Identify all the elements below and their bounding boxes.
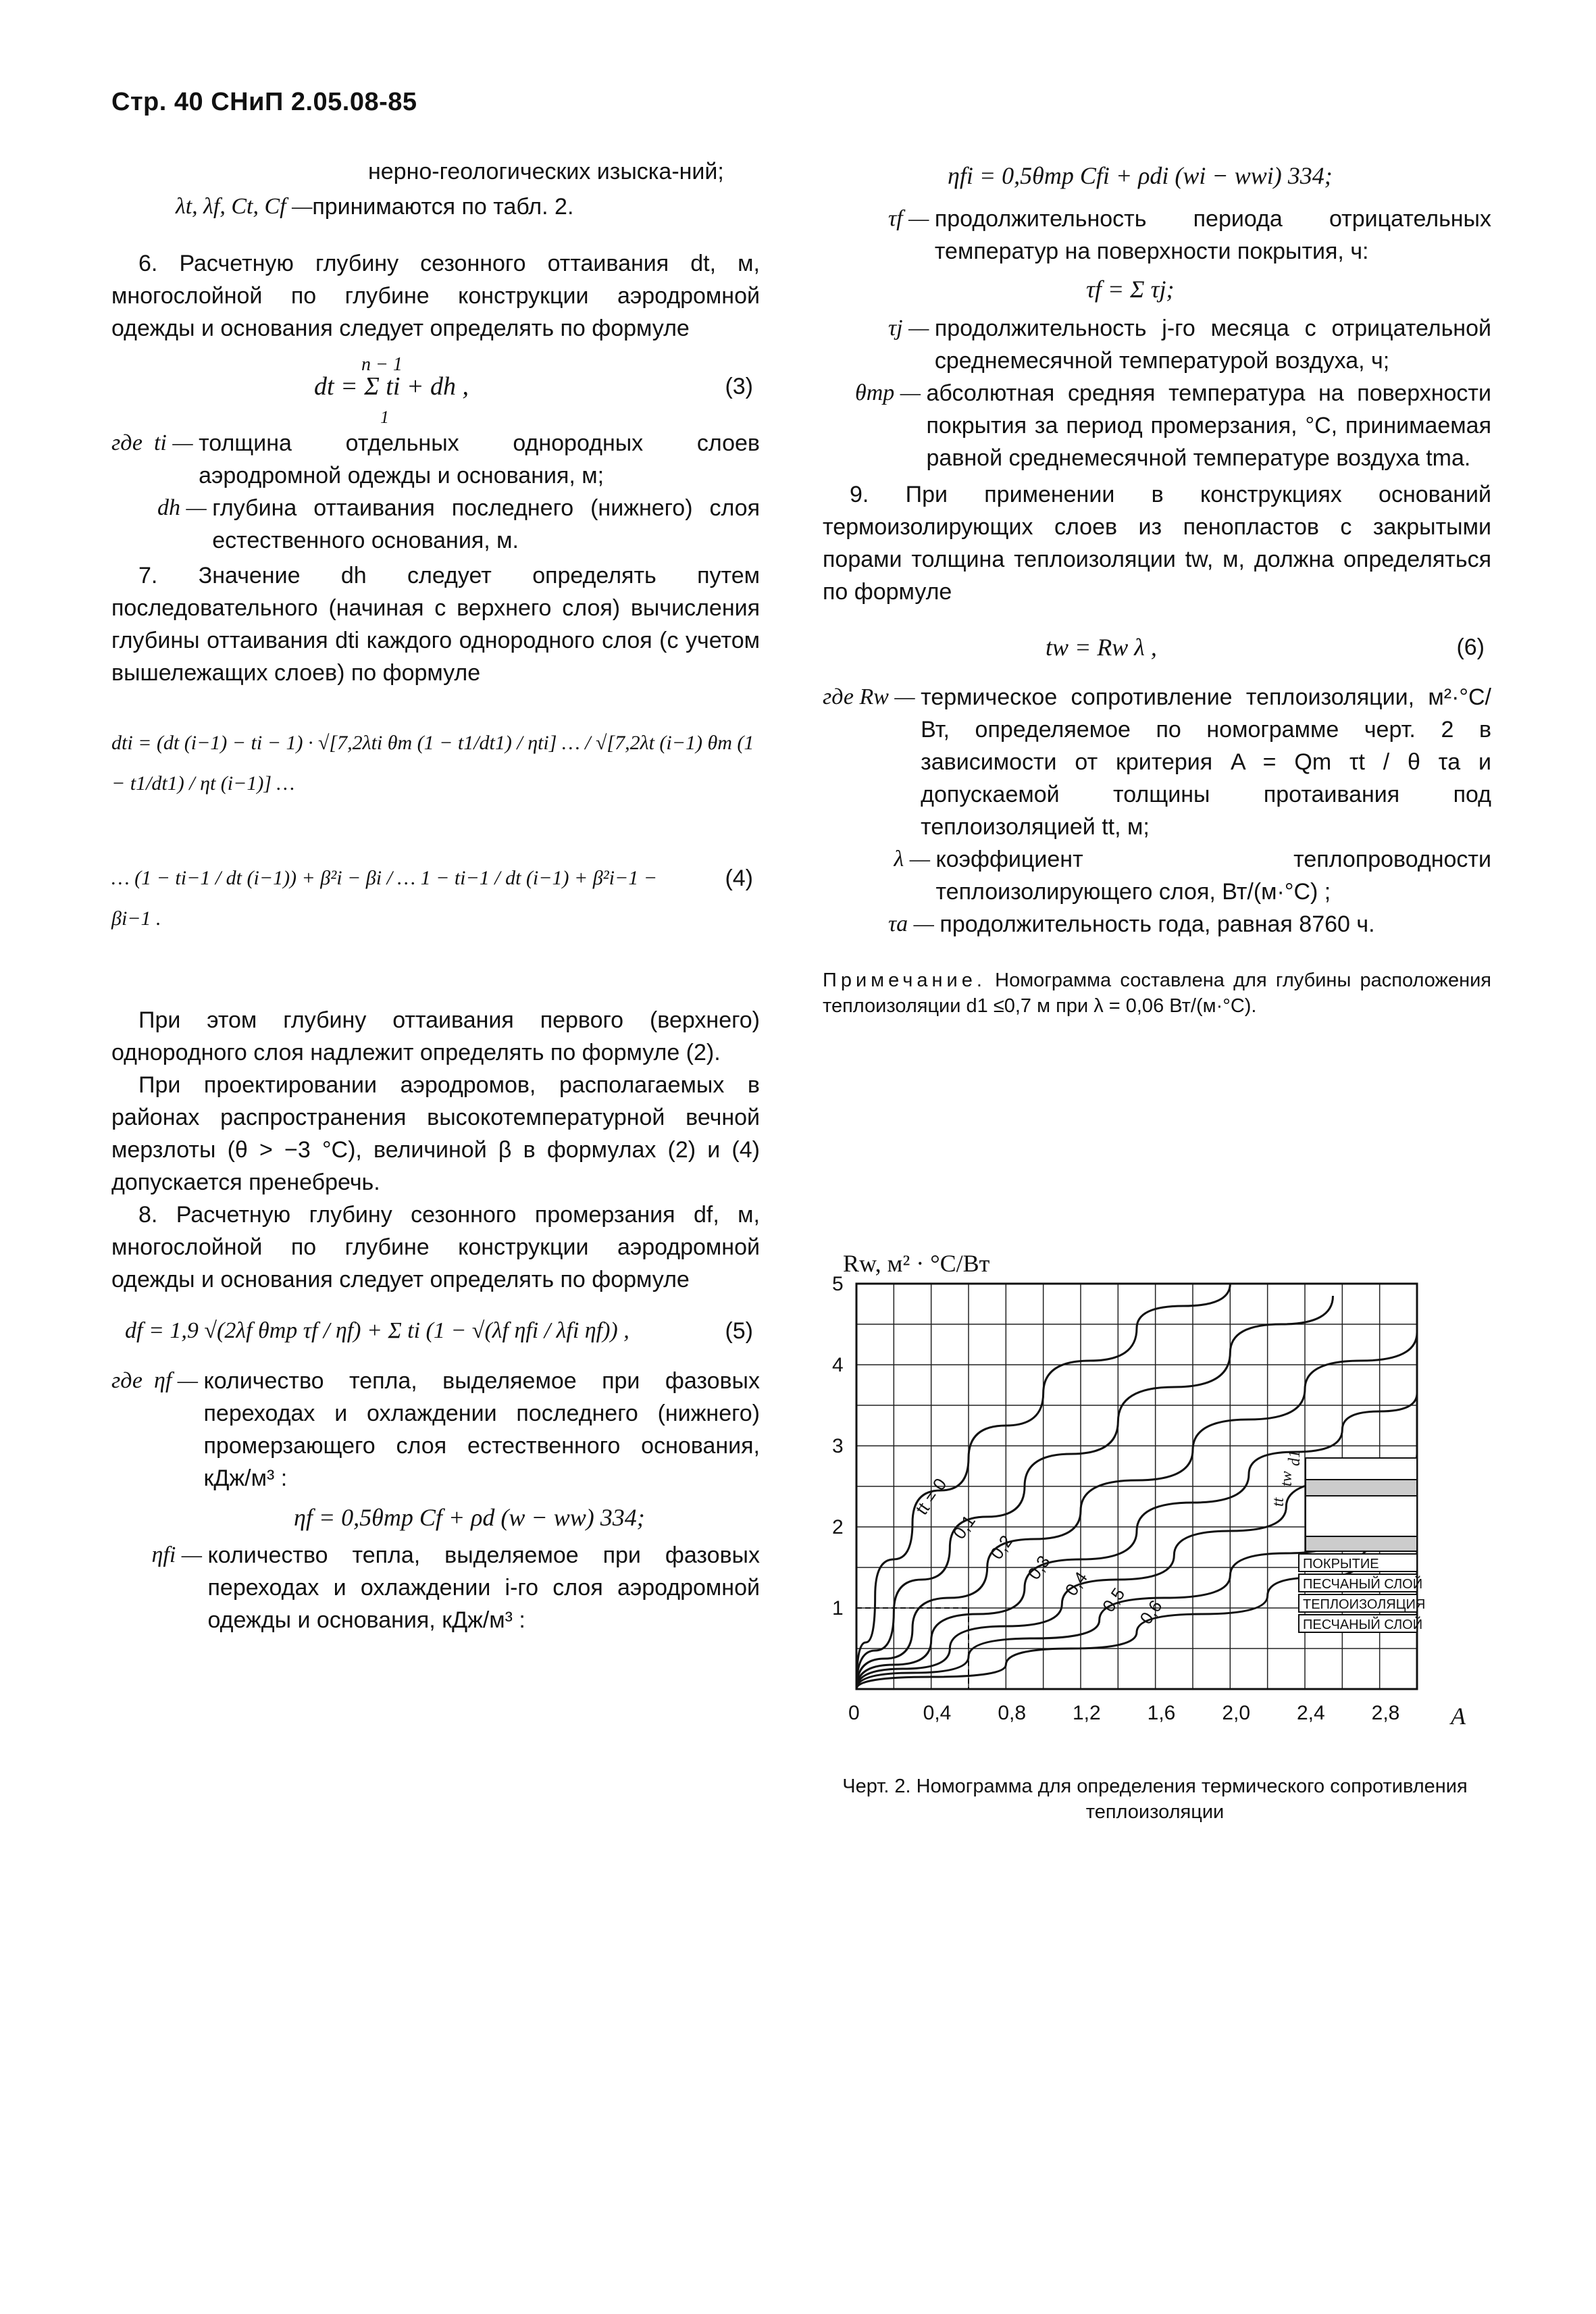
x-tick-label: 2,0: [1222, 1702, 1251, 1724]
definition-tau-a: [823, 908, 1491, 940]
definition-theta-mp: [823, 377, 1491, 474]
definition-symbol: ηfi —: [111, 1542, 208, 1567]
formula-number: (3): [725, 374, 753, 399]
series-label: 0,5: [1098, 1584, 1129, 1616]
x-tick-label: 0,8: [998, 1702, 1027, 1724]
x-axis-label: A: [1451, 1703, 1466, 1730]
sum-upper-limit: n − 1: [361, 354, 403, 375]
left-column: [111, 155, 760, 1636]
inset-pavement-block: [1306, 1458, 1417, 1480]
definition-text: количество тепла, выделяемое при фазовых переходах и охлаждении последнего (нижнего) промерзающего слоя естественного основания, кДж/м³ :: [203, 1368, 760, 1491]
inset-legend-label: ПОКРЫТИЕ: [1303, 1557, 1379, 1571]
definition-text: толщина отдельных однородных слоев аэродромной одежды и основания, м;: [199, 430, 760, 488]
definition-symbol: где ti —: [111, 430, 199, 455]
nomogram-chart: [823, 1236, 1471, 1736]
y-axis-label: Rw, м² · °С/Вт: [843, 1250, 990, 1277]
series-label: 0,2: [986, 1531, 1017, 1563]
note-label: Примечание.: [823, 970, 986, 991]
x-tick-label: 0: [848, 1702, 860, 1724]
series-label: tt = 0: [911, 1474, 951, 1519]
definition-eta-fi: [111, 1539, 760, 1636]
inset-sand-block: [1306, 1496, 1417, 1536]
formula-4-line-1: dti = (dt (i−1) − ti − 1) · √[7,2λti θm (1 − t1/dt1) / ηti] … / √[7,2λt (i−1) θm (1 − t1/dt1) / ηt (i−1)] …: [111, 732, 754, 795]
figure-caption: Черт. 2. Номограмма для определения термического сопротивления теплоизоляции: [842, 1776, 1468, 1823]
definition-eta-f: [111, 1365, 760, 1494]
paragraph-permafrost: При проектировании аэродромов, располагаемых в районах распространения высокотемпературной вечной мерзлоты (θ > −3 °С), величиной β в формулах (2) и (4) допускается пренебречь.: [111, 1072, 760, 1195]
formula-6: [823, 612, 1491, 677]
formula-eta-fi: [823, 159, 1491, 199]
x-tick-label: 0,4: [923, 1702, 952, 1724]
formula-tau-f-body: τf = Σ τj;: [1086, 276, 1175, 303]
x-tick-label: 1,2: [1073, 1702, 1101, 1724]
inset-legend-label: ПЕСЧАНЫЙ СЛОЙ: [1303, 1617, 1423, 1632]
formula-tau-f: [823, 272, 1491, 308]
formula-6-body: tw = Rw λ ,: [1046, 634, 1157, 661]
series-label: 0,1: [948, 1511, 979, 1543]
layer-inset-diagram: [1270, 1450, 1425, 1632]
x-tick-label: 2,4: [1297, 1702, 1325, 1724]
definition-text: термическое сопротивление теплоизоляции, м²·°С/Вт, определяемое по номограмме черт. 2 в зависимости от критерия A = Qm τt / θ τa и допускаемой толщины протаивания под теплоизоляцией tt, м;: [921, 684, 1491, 840]
series-label: 0,3: [1023, 1551, 1054, 1584]
definition-dh: [111, 492, 760, 557]
paragraph-first-layer: При этом глубину оттаивания первого (верхнего) однородного слоя надлежит определять по формуле (2).: [111, 1007, 760, 1065]
paragraph-continuation: нерно-геологических изыска-ний;: [368, 159, 724, 184]
definition-text: продолжительность j-го месяца с отрицательной среднемесячной температурой воздуха, ч;: [934, 316, 1491, 374]
definition-text: коэффициент теплопроводности теплоизолирующего слоя, Вт/(м·°С) ;: [935, 847, 1491, 905]
inset-legend-label: ПЕСЧАНЫЙ СЛОЙ: [1303, 1577, 1423, 1592]
formula-4-line-2: … (1 − ti−1 / dt (i−1)) + β²i − βi / … 1 − ti−1 / dt (i−1) + β²i−1 − βi−1 .: [111, 867, 657, 930]
definition-symbol: λ —: [877, 847, 936, 872]
inset-dimension-label: d1: [1286, 1450, 1304, 1466]
inset-hatched-layer: [1306, 1480, 1417, 1496]
formula-eta-fi-body: ηfi = 0,5θmp Cfi + ρdi (wi − wwi) 334;: [948, 162, 1333, 189]
y-tick-label: 1: [832, 1597, 844, 1619]
formula-eta-f: [111, 1499, 760, 1535]
y-tick-label: 4: [832, 1354, 844, 1376]
definition-ti: [111, 427, 760, 492]
formula-number: (4): [725, 865, 753, 891]
definition-text: принимаются по табл. 2.: [312, 194, 574, 220]
definition-symbol: dh —: [111, 495, 213, 520]
right-column: [823, 155, 1491, 1019]
sum-lower-limit: 1: [380, 407, 389, 427]
formula-5: [111, 1300, 760, 1361]
formula-number: (6): [1456, 634, 1485, 660]
y-tick-label: 2: [832, 1516, 844, 1538]
definition-symbol: τj —: [877, 316, 935, 341]
page-header: Стр. 40 СНиП 2.05.08-85: [111, 88, 417, 116]
definition-text: абсолютная средняя температура на поверхности покрытия за период промерзания, °С, принимаемая равной среднемесячной температуре воздуха tma.: [926, 380, 1491, 471]
definition-text: продолжительность периода отрицательных температур на поверхности покрытия, ч:: [934, 206, 1491, 264]
paragraph-7: 7. Значение dh следует определять путем последовательного (начиная с верхнего слоя) вычисления глубины оттаивания dti каждого однородного слоя (с учетом вышележащих слоев) по формуле: [111, 563, 760, 686]
definition-symbol: λt, λf, Ct, Cf —: [176, 194, 313, 219]
definition-text: продолжительность года, равная 8760 ч.: [939, 911, 1375, 937]
definition-tau-f: [823, 203, 1491, 268]
paragraph-8: 8. Расчетную глубину сезонного промерзания df, м, многослойной по глубине конструкции аэродромной одежды и основания следует определять по формуле: [111, 1202, 760, 1292]
formula-5-body: df = 1,9 √(2λf θmp τf / ηf) + Σ ti (1 − √(λf ηfi / λfi ηf)) ,: [125, 1318, 629, 1343]
formula-eta-f-body: ηf = 0,5θmp Cf + ρd (w − ww) 334;: [294, 1504, 645, 1531]
note-text: Номограмма составлена для глубины расположения теплоизоляции d1 ≤0,7 м при λ = 0,06 Вт/(м·°С).: [823, 970, 1491, 1017]
y-tick-label: 3: [832, 1435, 844, 1457]
definition-lambda: [111, 191, 760, 223]
definition-symbol: где ηf —: [111, 1368, 204, 1393]
definition-tau-j: [823, 312, 1491, 377]
paragraph-6: 6. Расчетную глубину сезонного оттаивания dt, м, многослойной по глубине конструкции аэродромной одежды и основания следует определять по формуле: [111, 251, 760, 341]
series-label: 0,6: [1135, 1596, 1166, 1628]
definition-symbol: τf —: [877, 206, 935, 231]
definition-symbol: θmp —: [855, 380, 927, 405]
y-tick-label: 5: [832, 1273, 844, 1295]
definition-lambda-insulation: [823, 843, 1491, 908]
note: [823, 967, 1491, 1019]
inset-dimension-label: tt: [1270, 1497, 1287, 1507]
formula-4: [111, 696, 760, 980]
definition-rw: [823, 681, 1491, 843]
inset-insulation-block: [1306, 1536, 1417, 1551]
paragraph-9: 9. При применении в конструкциях оснований термоизолирующих слоев из пенопластов с закрытыми порами толщина теплоизоляции tw, м, должна определяться по формуле: [823, 482, 1491, 605]
formula-number: (5): [725, 1318, 753, 1344]
formula-3: [111, 349, 760, 427]
formula-3-body: dt = Σ ti + dh ,: [314, 372, 469, 401]
definition-text: количество тепла, выделяемое при фазовых переходах и охлаждении i-го слоя аэродромной одежды и основания, кДж/м³ :: [207, 1542, 760, 1633]
definition-symbol: где Rw —: [823, 684, 921, 709]
x-tick-label: 2,8: [1371, 1702, 1400, 1724]
series-label: 0,4: [1060, 1567, 1091, 1600]
definition-symbol: τa —: [877, 911, 940, 936]
inset-dimension-label: tw: [1278, 1471, 1295, 1486]
inset-legend-label: ТЕПЛОИЗОЛЯЦИЯ: [1303, 1597, 1426, 1612]
definition-text: глубина оттаивания последнего (нижнего) слоя естественного основания, м.: [212, 495, 760, 553]
x-tick-label: 1,6: [1147, 1702, 1176, 1724]
